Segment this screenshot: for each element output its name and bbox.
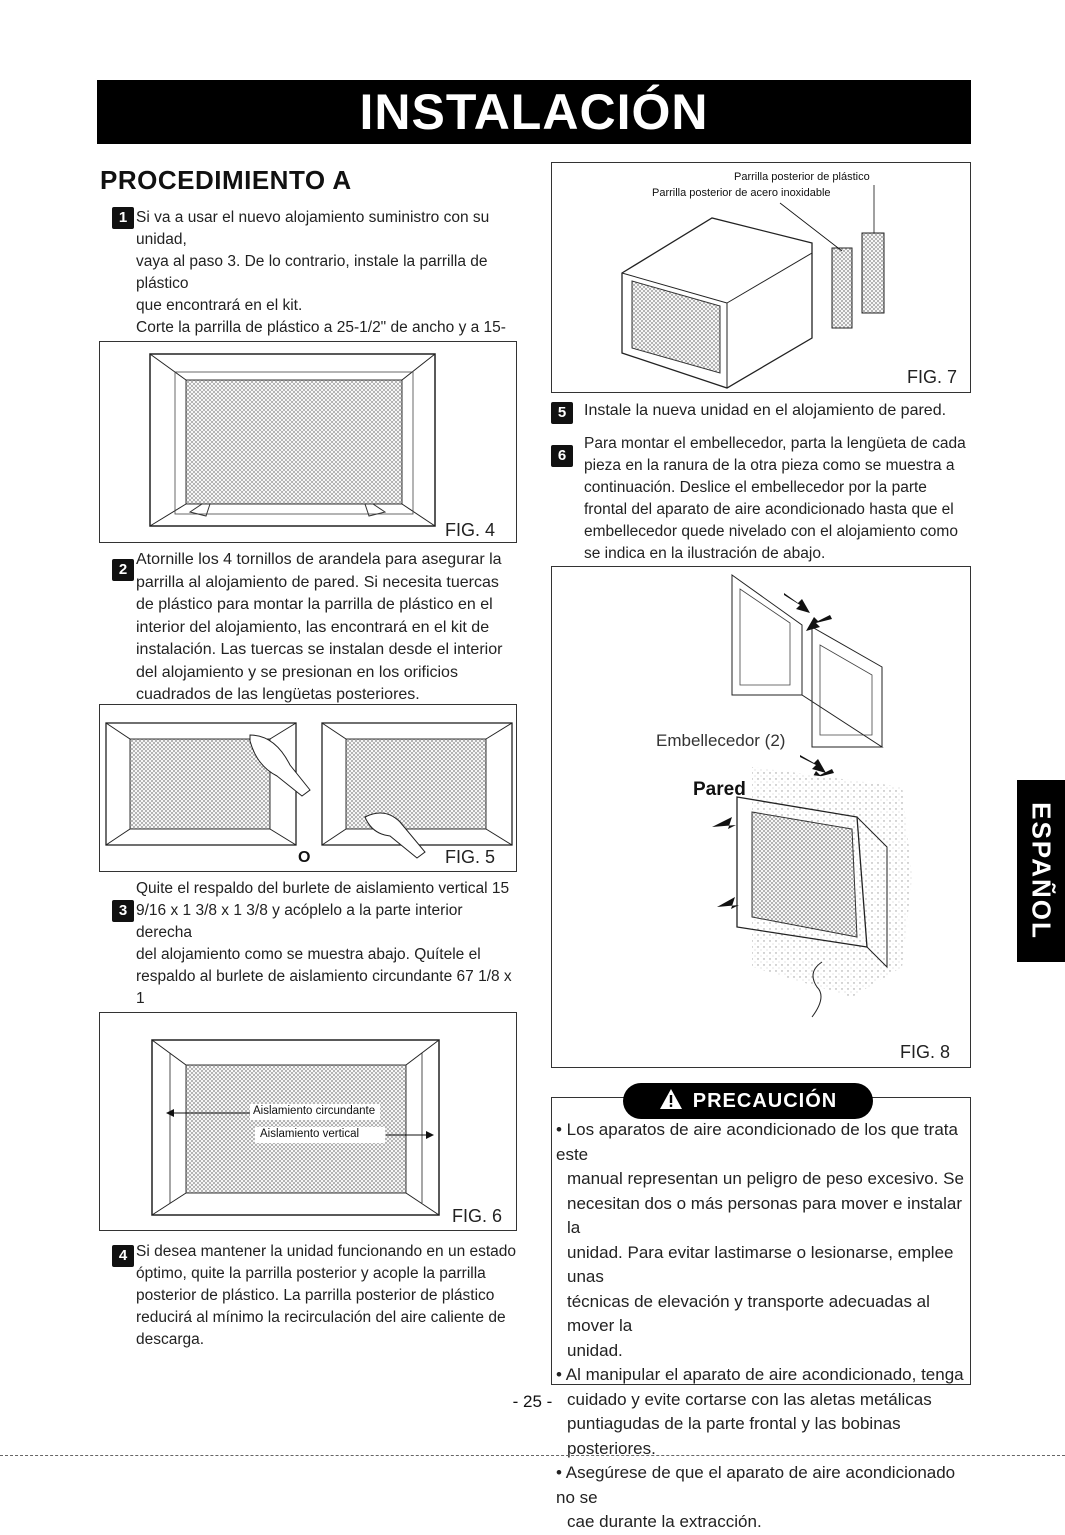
wall-sleeve-grille-illustration <box>100 342 516 542</box>
step-2 <box>112 549 522 707</box>
list-item <box>556 1118 966 1363</box>
figure-8 <box>551 566 971 1068</box>
figure-label: FIG. 6 <box>452 1206 503 1226</box>
text-line: Atornille los 4 tornillos de arandela para asegurar la <box>136 551 502 568</box>
step-4 <box>112 1241 522 1351</box>
text-line: • Asegúrese de que el aparato de aire acondicionado no se <box>556 1463 956 1507</box>
text-line: frontal del aparato de aire acondicionado hasta que el <box>584 501 954 518</box>
text-line: Corte la parrilla de plástico a 25-1/2" de ancho y a 15- <box>136 319 506 336</box>
step-5 <box>551 400 971 423</box>
text-line: • Al manipular el aparato de aire acondicionado, tenga <box>556 1365 964 1384</box>
text-line: necesitan dos o más personas para mover e instalar la <box>567 1193 962 1237</box>
text-line: del alojamiento como se muestra abajo. Quítele el <box>136 946 481 963</box>
text-line: interior del alojamiento, las encontrará en el kit de <box>136 618 490 636</box>
or-label: O <box>298 849 311 866</box>
text-line: instalación. Las tuercas se instalan desde el interior <box>136 641 503 658</box>
text-line: se indica en la ilustración de abajo. <box>584 545 826 562</box>
page-title-banner <box>97 80 971 144</box>
page-number: - 25 - <box>512 1392 553 1411</box>
trim-frame-installation-illustration <box>552 567 970 1067</box>
text-line: unidad. Para evitar lastimarse o lesionarse, emplee unas <box>567 1242 954 1286</box>
text-line: Para montar el embellecedor, parta la lengüeta de cada <box>584 435 966 452</box>
callout-label: Aislamiento vertical <box>260 1128 360 1140</box>
callout-label: Parrilla posterior de plástico <box>734 171 870 183</box>
language-tab <box>1017 780 1065 962</box>
text-line: reducirá al mínimo la recirculación del aire caliente de <box>136 1309 506 1326</box>
text-line: manual representan un peligro de peso excesivo. Se <box>567 1169 964 1188</box>
text-line: óptimo, quite la parrilla posterior y acople la parrilla <box>136 1265 486 1282</box>
figure-label: FIG. 7 <box>907 367 958 387</box>
text-line: cae durante la extracción. <box>567 1512 762 1531</box>
step-text <box>136 549 522 707</box>
step-number: 2 <box>112 559 134 581</box>
callout-label: Parrilla posterior de acero inoxidable <box>652 187 831 199</box>
text-line: cuadrados de las lengüetas posteriores. <box>136 686 420 703</box>
text-line: técnicas de elevación y transporte adecuadas al mover la <box>567 1291 930 1335</box>
figure-6 <box>99 1012 517 1231</box>
figure-4 <box>99 341 517 543</box>
text-line: Si desea mantener la unidad funcionando en un estado <box>136 1243 517 1260</box>
text-line: Quite el respaldo del burlete de aislamiento vertical 15 <box>136 880 510 897</box>
language-tab-label: ESPAÑOL <box>1026 802 1057 940</box>
text-line: puntiagudas de la parte frontal y las bobinas posteriores. <box>567 1414 901 1458</box>
step-number: 3 <box>112 900 134 922</box>
page-title: INSTALACIÓN <box>359 84 709 140</box>
text-line: continuación. Deslice el embellecedor por la parte <box>584 479 927 496</box>
text-line: posterior de plástico. La parrilla posterior de plástico <box>136 1287 495 1304</box>
text-line: que encontrará en el kit. <box>136 297 303 314</box>
text-line: cuidado y evite cortarse con las aletas metálicas <box>567 1389 932 1409</box>
figure-label: FIG. 4 <box>445 520 496 540</box>
text-line: • Los aparatos de aire acondicionado de los que trata este <box>556 1120 958 1164</box>
figure-label: FIG. 8 <box>900 1042 951 1062</box>
list-item <box>556 1461 966 1535</box>
text-line: embellecedor quede nivelado con el alojamiento como <box>584 523 958 540</box>
text-line: del alojamiento y se presionan en los orificios <box>136 663 458 681</box>
text-line: parrilla al alojamiento de pared. Si necesita tuercas <box>136 573 499 591</box>
figure-5 <box>99 704 517 872</box>
step-number: 5 <box>551 402 573 424</box>
caution-title: PRECAUCIÓN <box>692 1090 838 1112</box>
step-text <box>136 1241 522 1351</box>
footer-line <box>0 1455 1065 1457</box>
insulation-illustration <box>100 1013 516 1230</box>
step-6 <box>551 433 971 565</box>
section-title: PROCEDIMIENTO A <box>100 165 352 195</box>
figure-7 <box>551 162 971 393</box>
text-line: vaya al paso 3. De lo contrario, instale la parrilla de plástico <box>136 253 488 292</box>
text-line: 9/16 x 1 3/8 x 1 3/8 y acóplelo a la parte interior derecha <box>136 902 463 941</box>
callout-label: Aislamiento circundante <box>253 1105 376 1117</box>
text-line: unidad. <box>567 1340 623 1360</box>
step-text <box>584 433 971 565</box>
step-number: 1 <box>112 207 134 229</box>
text-line: Instale la nueva unidad en el alojamiento de pared. <box>584 402 947 419</box>
caution-list <box>556 1118 966 1535</box>
list-item <box>556 1363 966 1461</box>
text-line: de plástico para montar la parrilla de plástico en el <box>136 596 493 613</box>
warning-icon <box>659 1083 683 1119</box>
step-number: 4 <box>112 1245 134 1267</box>
step-number: 6 <box>551 445 573 467</box>
caution-title-pill <box>623 1083 873 1119</box>
callout-label: Pared <box>693 779 746 800</box>
step-text <box>584 400 971 423</box>
text-line: descarga. <box>136 1331 205 1348</box>
text-line: Si va a usar el nuevo alojamiento suministro con su unidad, <box>136 209 490 248</box>
callout-label: Embellecedor (2) <box>656 731 786 750</box>
text-line: respaldo al burlete de aislamiento circundante 67 1/8 x 1 <box>136 968 512 1007</box>
text-line: pieza en la ranura de la otra pieza como se muestra a <box>584 457 955 474</box>
figure-label: FIG. 5 <box>445 847 496 867</box>
